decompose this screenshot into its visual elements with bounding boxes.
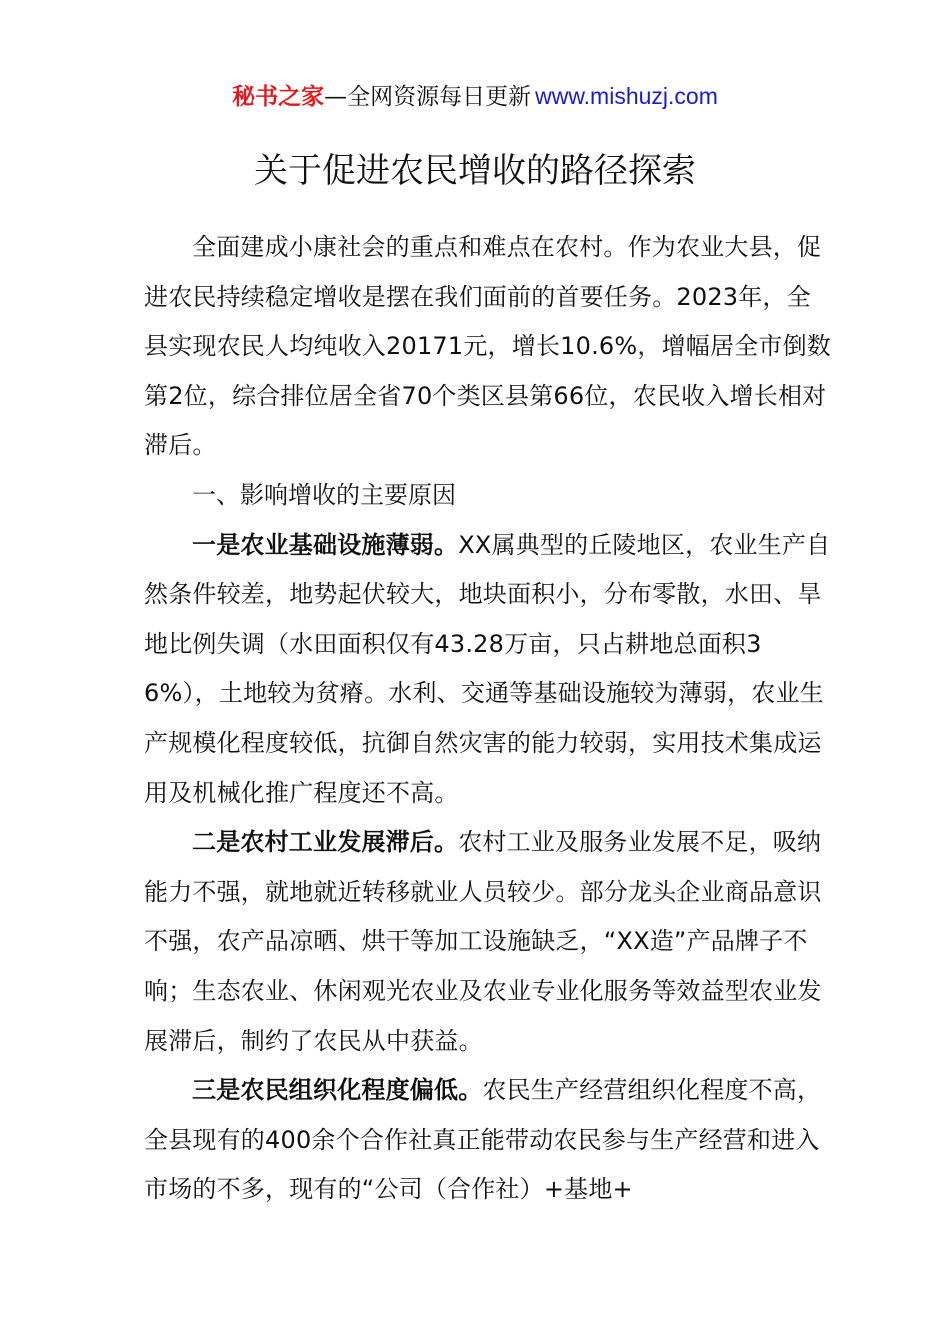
point-3-text: 农民生产经营组织化程度不高，全县现有的400余个合作社真正能带动农民参与生产经营和进入市场的不多，现有的“公司（合作社）+基地+ bbox=[144, 1076, 822, 1204]
section-heading: 一、影响增收的主要原因 bbox=[192, 480, 456, 509]
point-2-text: 农村工业及服务业发展不足，吸纳能力不强，就地就近转移就业人员较少。部分龙头企业商品意识不强，农产品凉晒、烘干等加工设施缺乏，“XX造”产品牌子不响；生态农业、休闲观光农业及农业专业化服务等效益型农业发展滞后，制约了农民从中获益。 bbox=[144, 828, 822, 1055]
point-1-paragraph bbox=[144, 521, 834, 819]
site-header bbox=[0, 80, 950, 113]
intro-paragraph: 全面建成小康社会的重点和难点在农村。作为农业大县，促进农民持续稳定增收是摆在我们面前的首要任务。2023年，全县实现农民人均纯收入20171元，增长10.6%，增幅居全市倒数第2位，综合排位居全省70个类区县第66位，农民收入增长相对滞后。 bbox=[144, 233, 831, 460]
point-1-lead: 一是农业基础设施薄弱。 bbox=[192, 530, 459, 559]
site-url-link[interactable]: www.mishuzj.com bbox=[535, 83, 718, 109]
document-body bbox=[144, 223, 834, 1215]
point-2-paragraph bbox=[144, 818, 834, 1066]
point-3-lead: 三是农民组织化程度偏低。 bbox=[192, 1076, 483, 1105]
point-1-text: XX属典型的丘陵地区，农业生产自然条件较差，地势起伏较大，地块面积小，分布零散，水田、旱地比例失调（水田面积仅有43.28万亩，只占耕地总面积36%），土地较为贫瘠。水利、交通等基础设施较为薄弱，农业生产规模化程度较低，抗御自然灾害的能力较弱，实用技术集成运用及机械化推广程度还不高。 bbox=[144, 530, 831, 807]
header-tagline: —全网资源每日更新 bbox=[324, 84, 532, 110]
point-3-paragraph bbox=[144, 1066, 834, 1215]
point-2-lead: 二是农村工业发展滞后。 bbox=[192, 828, 459, 857]
brand-name: 秘书之家 bbox=[232, 84, 325, 110]
document-title: 关于促进农民增收的路径探索 bbox=[254, 151, 696, 191]
